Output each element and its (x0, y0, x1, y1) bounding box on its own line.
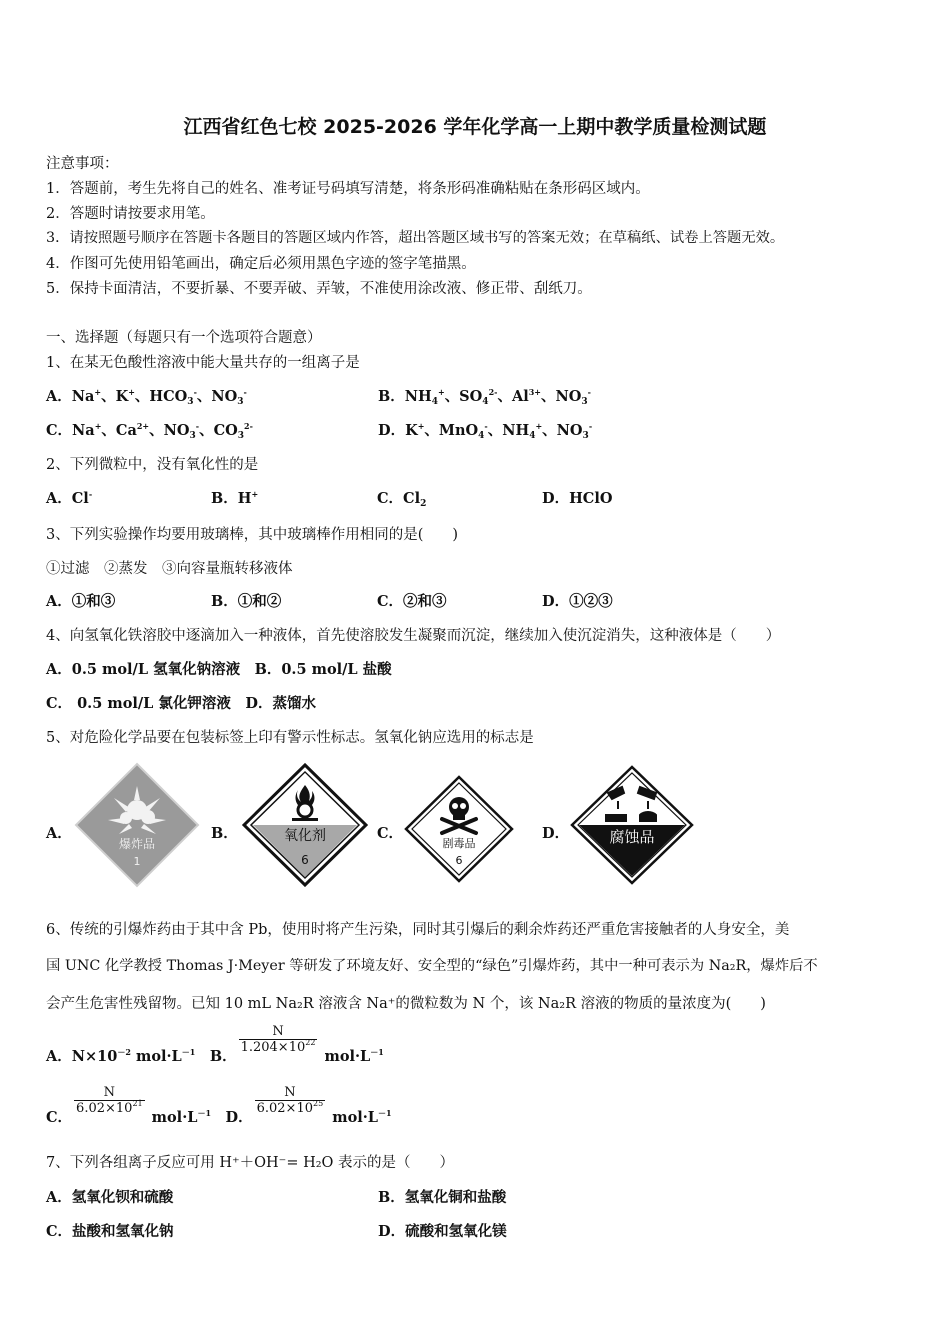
question-1-option-d[interactable]: D．K+、MnO$_4$-、$NH_4^+$、$NO_3^-$ (378, 421, 593, 441)
question-5-option-b[interactable]: B． (211, 825, 238, 842)
sign-b-label: 氧化剂 (284, 828, 326, 844)
question-6-line-3: 会产生危害性残留物。已知 10 mL Na₂R 溶液含 Na⁺的微粒数为 N 个，该 Na₂R 溶液的物质的量浓度为( ) (46, 996, 766, 1012)
question-2-stem: 2、下列微粒中，没有氧化性的是 (46, 457, 259, 473)
note-item: 2．答题时请按要求用笔。 (46, 206, 215, 222)
question-4-options-cd[interactable]: C． 0.5 mol/L 氯化钾溶液 D．蒸馏水 (46, 695, 316, 712)
question-6-options-cd[interactable]: C． $\frac{N}{6.02\times 10^{21}}$ $mol\cdot L^{-1}$ D． $\frac{N}{6.02\times 10^{25}}$ $mol\cdot L^{-1}$ (46, 1085, 392, 1126)
question-1-option-b[interactable]: B．$NH_4^+$、$SO_4^{2-}$、$Al^{3+}$、$NO_3^-$ (378, 387, 591, 407)
question-4-options-ab[interactable]: A．0.5 mol/L 氢氧化钠溶液 B．0.5 mol/L 盐酸 (46, 661, 392, 678)
question-6-line-2: 国 UNC 化学教授 Thomas J·Meyer 等研发了环境友好、安全型的“绿色”引爆炸药，其中一种可表示为 Na₂R，爆炸后不 (46, 958, 818, 974)
question-7-option-c[interactable]: C．盐酸和氢氧化钠 (46, 1223, 174, 1240)
question-5-option-a[interactable]: A． (46, 825, 72, 842)
oxidizer-sign-icon (242, 763, 368, 887)
section-heading: 一、选择题（每题只有一个选项符合题意） (46, 330, 322, 346)
question-5-stem: 5、对危险化学品要在包装标签上印有警示性标志。氢氧化钠应选用的标志是 (46, 730, 534, 746)
sign-c-label: 剧毒品 (442, 837, 476, 850)
question-5-option-c[interactable]: C． (377, 825, 404, 842)
question-7-option-d[interactable]: D．硫酸和氢氧化镁 (378, 1223, 507, 1240)
corrosive-sign-icon (570, 765, 694, 885)
page-title: 江西省红色七校 2025-2026 学年化学高一上期中教学质量检测试题 (183, 116, 767, 138)
question-1-option-c[interactable]: C．Na+、$Ca^{2+}$、$NO_3^-$、$CO_3^{2-}$ (46, 421, 253, 441)
sign-d-label: 腐蚀品 (609, 828, 655, 846)
question-3-option-c[interactable]: C．②和③ (377, 593, 447, 610)
sign-b-number: 6 (301, 853, 309, 867)
question-5-option-d[interactable]: D． (542, 825, 570, 842)
question-2-option-b[interactable]: B．H+ (211, 489, 259, 507)
note-item: 5．保持卡面清洁，不要折暴、不要弄破、弄皱，不准使用涂改液、修正带、刮纸刀。 (46, 281, 592, 297)
question-2-option-c[interactable]: C．$Cl_2$ (377, 490, 427, 509)
question-6-line-1: 6、传统的引爆炸药由于其中含 Pb，使用时将产生污染，同时其引爆后的剩余炸药还严重危害接触者的人身安全，美 (46, 922, 790, 938)
explosive-sign-icon (74, 762, 200, 888)
question-3-sub: ①过滤 ②蒸发 ③向容量瓶转移液体 (46, 561, 293, 577)
question-3-option-b[interactable]: B．①和② (211, 593, 282, 610)
question-2-option-d[interactable]: D．HClO (542, 490, 613, 507)
sign-a-number: 1 (133, 855, 141, 868)
note-item: 3．请按照题号顺序在答题卡各题目的答题区域内作答，超出答题区域书写的答案无效；在草稿纸、试卷上答题无效。 (46, 230, 785, 246)
question-7-option-a[interactable]: A．氢氧化钡和硫酸 (46, 1189, 174, 1206)
question-1-stem: 1、在某无色酸性溶液中能大量共存的一组离子是 (46, 355, 360, 371)
toxic-sign-icon (404, 775, 514, 883)
sign-c-number: 6 (455, 854, 463, 867)
question-7-option-b[interactable]: B．氢氧化铜和盐酸 (378, 1189, 507, 1206)
note-item: 1．答题前，考生先将自己的姓名、准考证号码填写清楚，将条形码准确粘贴在条形码区域内。 (46, 181, 650, 197)
question-2-option-a[interactable]: A．Cl- (46, 489, 93, 507)
question-3-option-a[interactable]: A．①和③ (46, 593, 116, 610)
question-3-stem: 3、下列实验操作均要用玻璃棒，其中玻璃棒作用相同的是( ) (46, 527, 459, 543)
question-3-option-d[interactable]: D．①②③ (542, 593, 613, 610)
question-6-options-ab[interactable]: A．$N\times 10^{-2}$ $mol\cdot L^{-1}$ B． $\frac{N}{1.204\times 10^{22}}$ $mol\cdot L^{-1}$ (46, 1024, 384, 1065)
question-1-option-a[interactable]: A．Na+、K+、$HCO_3^-$、$NO_3^-$ (46, 387, 247, 407)
question-7-stem: 7、下列各组离子反应可用 H⁺＋OH⁻= H₂O 表示的是（ ） (46, 1155, 455, 1171)
note-item: 4．作图可先使用铅笔画出，确定后必须用黑色字迹的签字笔描黑。 (46, 256, 476, 272)
question-4-stem: 4、向氢氧化铁溶胶中逐滴加入一种液体，首先使溶胶发生凝聚而沉淀，继续加入使沉淀消失，这种液体是（ ） (46, 628, 781, 644)
notes-heading: 注意事项： (46, 156, 119, 172)
sign-a-label: 爆炸品 (118, 837, 156, 851)
